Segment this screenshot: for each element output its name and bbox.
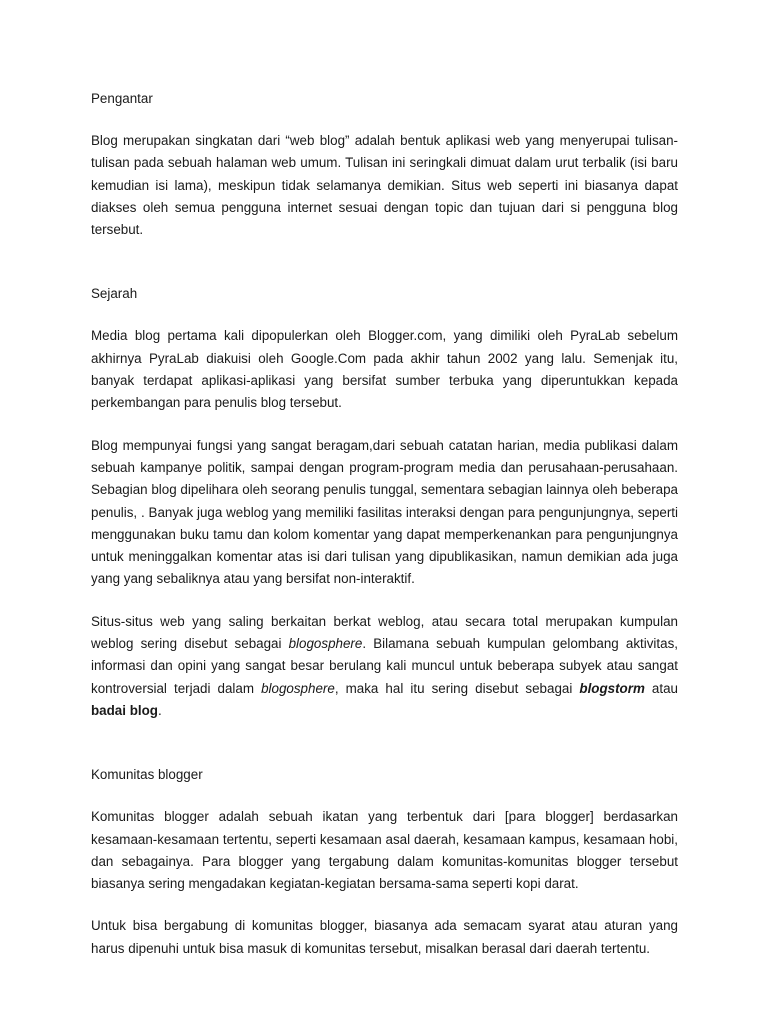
- heading-pengantar: Pengantar: [91, 91, 153, 106]
- paragraph-community-2: Untuk bisa bergabung di komunitas blogger, biasanya ada semacam syarat atau aturan yang harus dipenuhi untuk bisa masuk di komunitas tersebut, misalkan berasal dari daerah tertentu.: [91, 918, 678, 956]
- italic-term: blogosphere: [288, 636, 363, 652]
- heading-komunitas: Komunitas blogger: [91, 767, 203, 783]
- text-run: . Bilamana sebuah kumpulan gelombang aktivitas, informasi dan opini yang sangat besar berulang kali muncul untuk beberapa subyek atau sangat kontroversial terjadi dalam: [91, 636, 678, 696]
- heading-sejarah: Sejarah: [91, 286, 138, 302]
- text-run: atau: [644, 680, 678, 696]
- bold-term: badai blog: [91, 702, 158, 718]
- paragraph-history-3: [91, 611, 678, 722]
- document-body: [91, 88, 678, 960]
- paragraph-intro: Blog merupakan singkatan dari “web blog” adalah bentuk aplikasi web yang menyerupai tulisan-tulisan pada sebuah halaman web umum. Tulisan ini seringkali dimuat dalam urut terbalik (isi baru kemudian isi lama), meskipun tidak selamanya demikian. Situs web seperti ini biasanya dapat diakses oleh semua pengguna internet sesuai dengan topic dan tujuan dari si pengguna blog tersebut.: [91, 133, 678, 238]
- italic-term: blogosphere: [261, 680, 335, 696]
- text-run: , maka hal itu sering disebut sebagai: [334, 680, 580, 696]
- paragraph-history-1: Media blog pertama kali dipopulerkan oleh Blogger.com, yang dimiliki oleh PyraLab sebelum akhirnya PyraLab diakuisi oleh Google.Com pada akhir tahun 2002 yang lalu. Semenjak itu, banyak terdapat aplikasi-aplikasi yang bersifat sumber terbuka yang diperuntukkan kepada perkembangan para penulis blog tersebut.: [91, 328, 678, 411]
- text-run: Situs-situs web yang saling berkaitan berkat weblog, atau secara total merupakan kumpulan weblog sering disebut sebagai: [91, 613, 678, 652]
- paragraph-community-1: Komunitas blogger adalah sebuah ikatan yang terbentuk dari [para blogger] berdasarkan kesamaan-kesamaan tertentu, seperti kesamaan asal daerah, kesamaan kampus, kesamaan hobi, dan sebagainya. Para blogger yang tergabung dalam komunitas-komunitas blogger tersebut biasanya sering mengadakan kegiatan-kegiatan bersama-sama seperti kopi darat.: [91, 809, 678, 892]
- text-run: .: [157, 702, 162, 718]
- bold-italic-term: blogstorm: [579, 680, 645, 696]
- paragraph-history-2: Blog mempunyai fungsi yang sangat beragam,dari sebuah catatan harian, media publikasi dalam sebuah kampanye politik, sampai dengan program-program media dan perusahaan-perusahaan. Sebagian blog dipelihara oleh seorang penulis tunggal, sementara sebagian lainnya oleh beberapa penulis, . Banyak juga weblog yang memiliki fasilitas interaksi dengan para pengunjungnya, seperti menggunakan buku tamu dan kolom komentar yang dapat memperkenankan para pengunjungnya untuk meninggalkan komentar atas isi dari tulisan yang dipublikasikan, namun demikian ada juga yang yang sebaliknya atau yang bersifat non-interaktif.: [91, 437, 678, 587]
